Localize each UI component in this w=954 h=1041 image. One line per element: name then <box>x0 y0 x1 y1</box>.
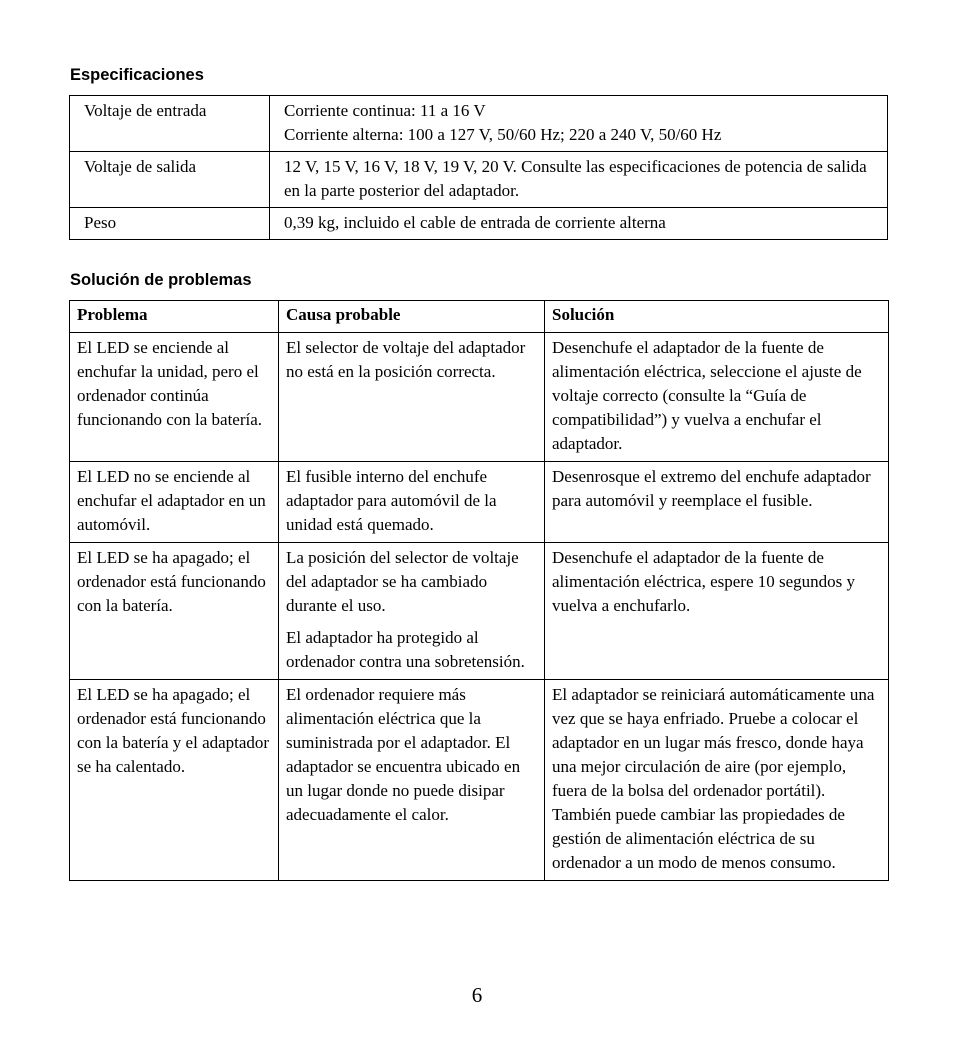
problem-cell: El LED no se enciende al enchufar el adaptador en un automóvil. <box>70 462 279 543</box>
table-row <box>70 680 889 881</box>
cause-cell <box>279 333 545 462</box>
spec-value-line: 12 V, 15 V, 16 V, 18 V, 19 V, 20 V. Consulte las especificaciones de potencia de salida en la parte posterior del adaptador. <box>284 157 867 200</box>
spec-value-line: 0,39 kg, incluido el cable de entrada de corriente alterna <box>284 213 666 232</box>
spec-label: Peso <box>70 208 270 240</box>
table-row <box>70 333 889 462</box>
specifications-heading: Especificaciones <box>70 66 204 84</box>
column-header-cause: Causa probable <box>279 301 545 333</box>
specifications-table <box>69 95 888 240</box>
table-row <box>70 152 888 208</box>
spec-value-line: Corriente alterna: 100 a 127 V, 50/60 Hz; 220 a 240 V, 50/60 Hz <box>284 125 722 144</box>
cause-text: El selector de voltaje del adaptador no está en la posición correcta. <box>286 338 526 381</box>
problem-cell: El LED se ha apagado; el ordenador está funcionando con la batería. <box>70 543 279 680</box>
cause-text: El ordenador requiere más alimentación eléctrica que la suministrada por el adaptador. El adaptador se encuentra ubicado en un lugar donde no puede disipar adecuadamente el calor. <box>286 685 521 824</box>
spec-value <box>270 152 888 208</box>
cause-cell <box>279 680 545 881</box>
problem-cell: El LED se ha apagado; el ordenador está funcionando con la batería y el adaptador se ha calentado. <box>70 680 279 881</box>
column-header-problem: Problema <box>70 301 279 333</box>
table-header-row <box>70 301 889 333</box>
table-row <box>70 96 888 152</box>
solution-cell: Desenrosque el extremo del enchufe adaptador para automóvil y reemplace el fusible. <box>545 462 889 543</box>
column-header-solution: Solución <box>545 301 889 333</box>
solution-cell: El adaptador se reiniciará automáticamente una vez que se haya enfriado. Pruebe a colocar el adaptador en un lugar más fresco, donde haya una mejor circulación de aire (por ejemplo, fuera de la bolsa del ordenador portátil). También puede cambiar las propiedades de gestión de alimentación eléctrica de su ordenador a un modo de menos consumo. <box>545 680 889 881</box>
spec-label: Voltaje de salida <box>70 152 270 208</box>
page-number: 6 <box>471 983 483 1007</box>
cause-text: El adaptador ha protegido al ordenador contra una sobretensión. <box>286 628 525 671</box>
cause-text: El fusible interno del enchufe adaptador para automóvil de la unidad está quemado. <box>286 467 497 534</box>
troubleshooting-heading: Solución de problemas <box>70 271 252 289</box>
table-row <box>70 543 889 680</box>
table-row <box>70 462 889 543</box>
problem-cell: El LED se enciende al enchufar la unidad, pero el ordenador continúa funcionando con la batería. <box>70 333 279 462</box>
cause-text: La posición del selector de voltaje del adaptador se ha cambiado durante el uso. <box>286 548 519 615</box>
cause-cell <box>279 462 545 543</box>
troubleshooting-table <box>69 300 889 881</box>
spec-label: Voltaje de entrada <box>70 96 270 152</box>
solution-cell: Desenchufe el adaptador de la fuente de alimentación eléctrica, espere 10 segundos y vuelva a enchufarlo. <box>545 543 889 680</box>
cause-cell <box>279 543 545 680</box>
spec-value <box>270 208 888 240</box>
spec-value <box>270 96 888 152</box>
spec-value-line: Corriente continua: 11 a 16 V <box>284 101 486 120</box>
solution-cell: Desenchufe el adaptador de la fuente de alimentación eléctrica, seleccione el ajuste de voltaje correcto (consulte la “Guía de compatibilidad”) y vuelva a enchufar el adaptador. <box>545 333 889 462</box>
table-row <box>70 208 888 240</box>
